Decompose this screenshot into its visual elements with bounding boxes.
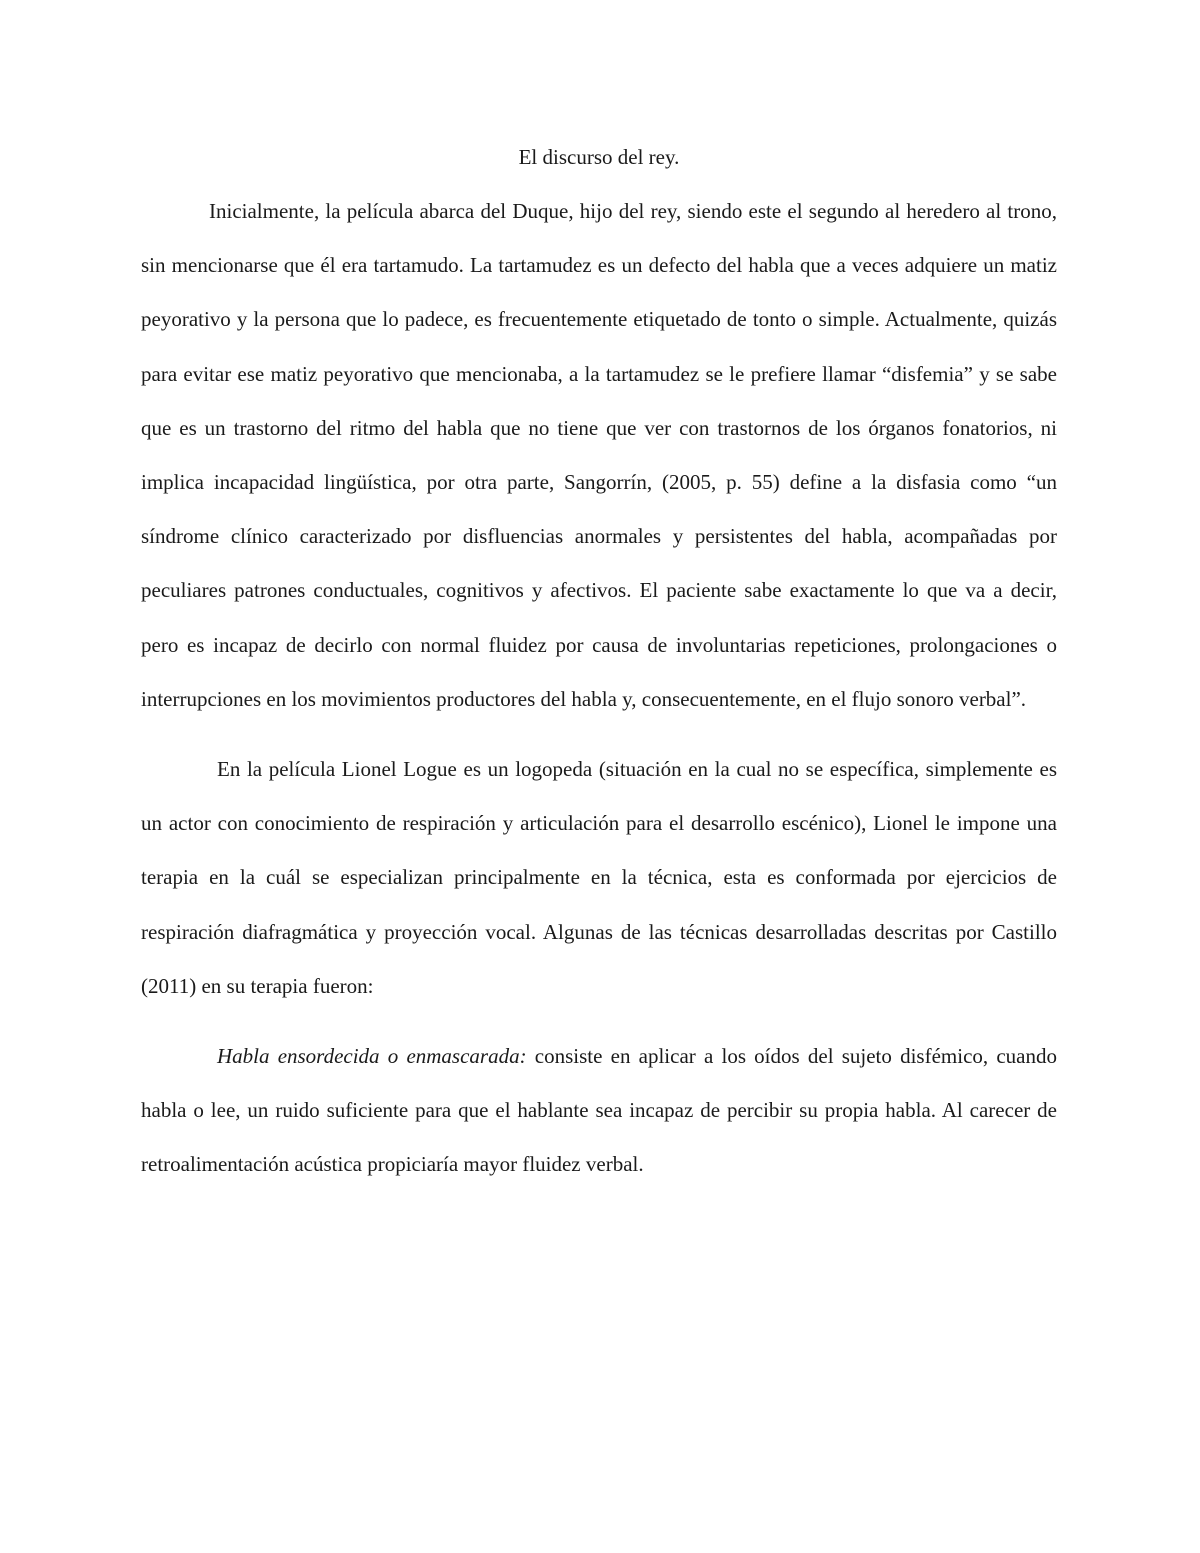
document-page [141,130,1057,1192]
technique-term: Habla ensordecida o enmascarada: [217,1044,527,1069]
paragraph-habla-ensordecida [141,1029,1057,1192]
technique-description: consiste en aplicar a los oídos del sujeto disfémico, cuando habla o lee, un ruido suficiente para que el hablante sea incapaz de percibir su propia habla. Al carecer de retroalimentación acústica propiciaría mayor fluidez verbal. [141,1044,1057,1177]
paragraph-intro: Inicialmente, la película abarca del Duque, hijo del rey, siendo este el segundo al heredero al trono, sin mencionarse que él era tartamudo. La tartamudez es un defecto del habla que a veces adquiere un matiz peyorativo y la persona que lo padece, es frecuentemente etiquetado de tonto o simple. Actualmente, quizás para evitar ese matiz peyorativo que mencionaba, a la tartamudez se le prefiere llamar “disfemia” y se sabe que es un trastorno del ritmo del habla que no tiene que ver con trastornos de los órganos fonatorios, ni implica incapacidad lingüística, por otra parte, Sangorrín, (2005, p. 55) define a la disfasia como “un síndrome clínico caracterizado por disfluencias anormales y persistentes del habla, acompañadas por peculiares patrones conductuales, cognitivos y afectivos. El paciente sabe exactamente lo que va a decir, pero es incapaz de decirlo con normal fluidez por causa de involuntarias repeticiones, prolongaciones o interrupciones en los movimientos productores del habla y, consecuentemente, en el flujo sonoro verbal”. [141,199,1057,711]
paragraph-lionel-logue: En la película Lionel Logue es un logopeda (situación en la cual no se específica, simplemente es un actor con conocimiento de respiración y articulación para el desarrollo escénico), Lionel le impone una terapia en la cuál se especializan principalmente en la técnica, esta es conformada por ejercicios de respiración diafragmática y proyección vocal. Algunas de las técnicas desarrolladas descritas por Castillo (2011) en su terapia fueron: [141,757,1057,998]
document-title: El discurso del rey. [518,145,680,169]
